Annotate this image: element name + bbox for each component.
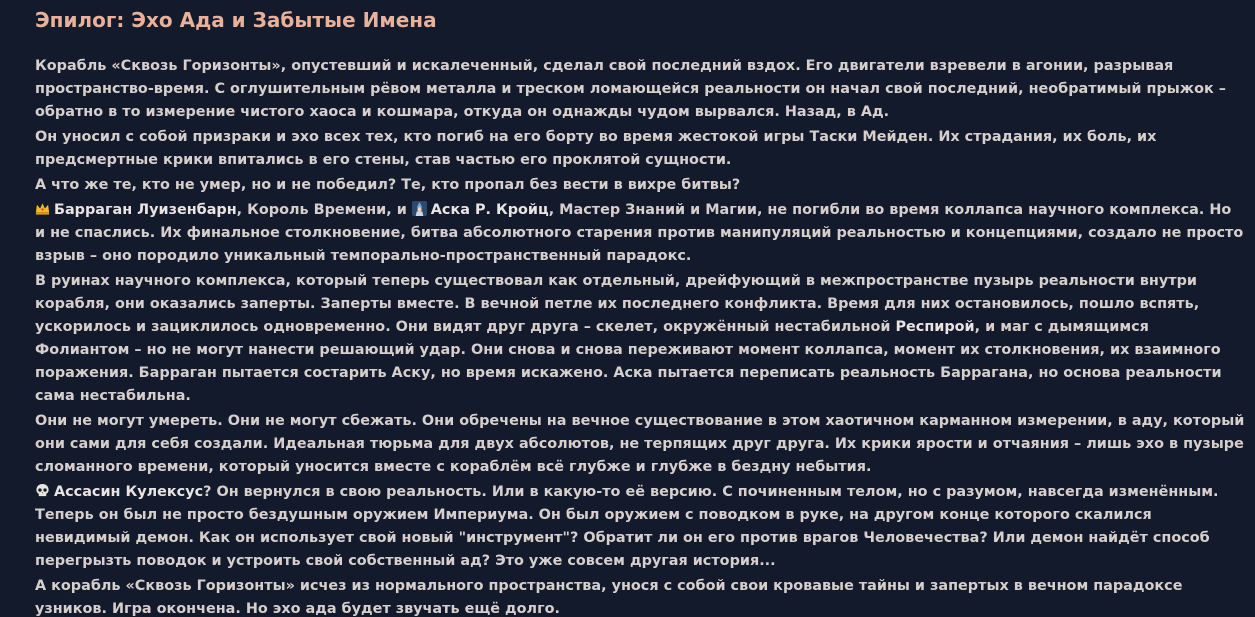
character-name-aska: Аска Р. Кройц — [430, 202, 549, 218]
paragraph-science-complex: В руинах научного комплекса, который теперь существовал как отдельный, дрейфующий в межпространстве пузырь реальности внутри корабля, они оказались заперты. Заперты вместе. В вечной петле их последнего конфликта. Время для них остановилось, пошло вспять, ускорилось и зациклилось одновременно. Они видят друг друга – скелет, окружённый нестабильной Респирой, и маг с дымящимся Фолиантом – но не могут нанести решающий удар. Они снова и снова переживают момент коллапса, момент их столкновения, их взаимного поражения. Барраган пытается состарить Аску, но время искажено. Аска пытается переписать реальность Баррагана, но основа реальности сама нестабильна. — [35, 273, 1222, 404]
skull-icon — [35, 483, 50, 498]
paragraph-barragan-aska: Барраган Луизенбарн, Король Времени, и Аска Р. Кройц, Мастер Знаний и Магии, не погибли во время коллапса научного комплекса. Но и не спаслись. Их финальное столкновение, битва абсолютного старения против манипуляций реальностью и концепциями, создало не просто взрыв – оно породило уникальный темпорально-пространственный парадокс. — [35, 202, 1244, 264]
page-title: Эпилог: Эхо Ада и Забытые Имена — [35, 8, 437, 32]
paragraph-final: А корабль «Сквозь Горизонты» исчез из нормального пространства, унося с собой свои кровавые тайны и запертых в вечном парадоксе узников. Игра окончена. Но эхо ада будет звучать ещё долго. — [35, 578, 1183, 617]
character-name-barragan: Барраган Луизенбарн — [54, 202, 237, 218]
paragraph-eternal-prison: Они не могут умереть. Они не могут сбежать. Они обречены на вечное существование в этом хаотичном карманном измерении, в аду, который они сами для себя создали. Идеальная тюрьма для двух абсолютов, не терпящих друг друга. Их крики ярости и отчаяния – лишь эхо в пузыре сломанного времени, который уносится вместе с кораблём всё глубже и глубже в бездну небытия. — [35, 413, 1245, 475]
paragraph-culexus: Ассасин Кулексус? Он вернулся в свою реальность. Или в какую-то её версию. С починенным телом, но с разумом, навсегда изменённым. Теперь он был не просто бездушным оружием Империума. Он был оружием с поводком в руке, на другом конце которого скалился невидимый демон. Как он использует свой новый "инструмент"? Обратит ли он его против врагов Человечества? Или демон найдёт способ перегрызть поводок и устроить свой собственный ад? Это уже совсем другая история... — [35, 484, 1219, 569]
paragraph-ghosts: Он уносил с собой призраки и эхо всех тех, кто погиб на его борту во время жестокой игры Таски Мейден. Их страдания, их боль, их предсмертные крики впитались в его стены, став частью его проклятой сущности. — [35, 129, 1157, 168]
paragraph-ship-departure: Корабль «Сквозь Горизонты», опустевший и искалеченный, сделал свой последний вздох. Его двигатели взревели в агонии, разрывая пространство-время. С оглушительным рёвом металла и треском ломающейся реальности он начал свой последний, необратимый прыжок – обратно в то измерение чистого хаоса и кошмара, откуда он однажды чудом вырвался. Назад, в Ад. — [35, 58, 1226, 120]
character-name-culexus: Ассасин Кулексус — [54, 484, 204, 500]
term-respira: Респирой — [895, 319, 975, 335]
mage-icon — [412, 201, 427, 216]
crown-icon — [35, 201, 50, 216]
paragraph-question: А что же те, кто не умер, но и не победил? Те, кто пропал без вести в вихре битвы? — [35, 177, 741, 193]
